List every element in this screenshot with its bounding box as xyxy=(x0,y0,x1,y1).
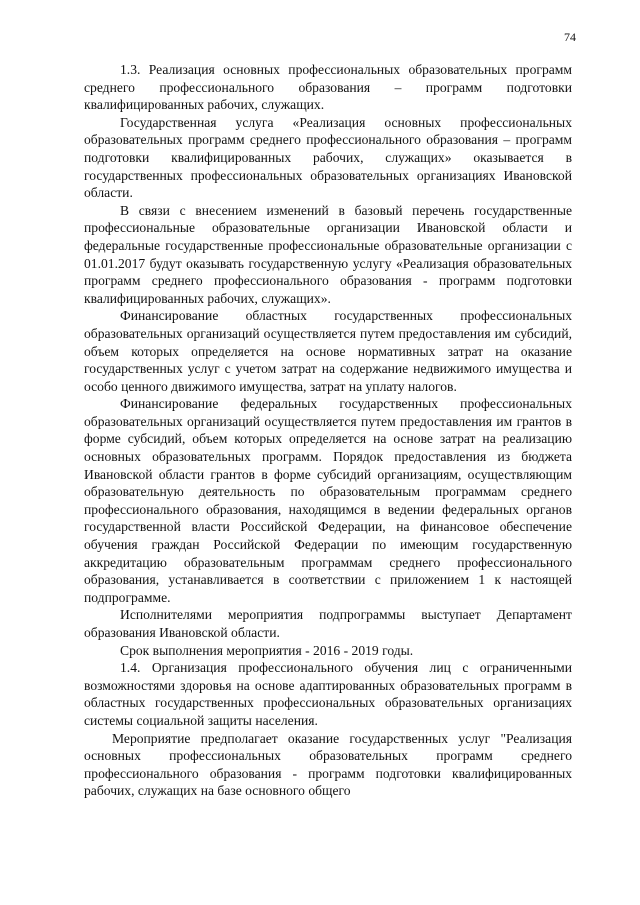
paragraph: В связи с внесением изменений в базовый перечень государственные профессиональные образовательные организации Ивановской области и федеральные государственные профессиональные образовательные организации с 01.01.2017 будут оказывать государственную услугу «Реализация образовательных программ среднего профессионального образования - программ подготовки квалифицированных рабочих, служащих». xyxy=(84,202,572,306)
paragraph: Исполнителями мероприятия подпрограммы выступает Департамент образования Ивановской области. xyxy=(84,607,572,640)
section-heading-1-3: 1.3. Реализация основных профессиональных образовательных программ среднего профессионального образования – программ подготовки квалифицированных рабочих, служащих. xyxy=(84,62,572,113)
paragraph: Срок выполнения мероприятия - 2016 - 2019 годы. xyxy=(120,642,414,658)
paragraph: Финансирование федеральных государственных профессиональных образовательных организаций осуществляется путем предоставления им грантов в форме субсидий, объем которых определяется на основе затрат на реализацию основных образовательных программ. Порядок предоставления из бюджета Ивановской области грантов в форме субсидий организациям, осуществляющим образовательную деятельность по образовательным программам среднего профессионального образования, находящимся в ведении федеральных органов государственной власти Российской Федерации, на финансовое обеспечение обучения граждан Российской Федерации по имеющим государственную аккредитацию образовательным программам среднего профессионального образования, устанавливается в соответствии с приложением 1 к настоящей подпрограмме. xyxy=(84,396,572,605)
paragraph: Финансирование областных государственных профессиональных образовательных организаций осуществляется путем предоставления им субсидий, объем которых определяется на основе нормативных затрат на оказание государственных услуг с учетом затрат на содержание недвижимого имущества и особо ценного движимого имущества, затрат на уплату налогов. xyxy=(84,308,572,394)
paragraph: Государственная услуга «Реализация основных профессиональных образовательных программ среднего профессионального образования – программ подготовки квалифицированных рабочих, служащих» оказывается в государственных профессиональных образовательных организациях Ивановской области. xyxy=(84,114,572,201)
section-heading-1-4: 1.4. Организация профессионального обучения лиц с ограниченными возможностями здоровья на основе адаптированных образовательных программ в областных государственных профессиональных образовательных организациях системы социальной защиты населения. xyxy=(84,660,572,728)
paragraph: Мероприятие предполагает оказание государственных услуг "Реализация основных профессиональных образовательных программ среднего профессионального образования - программ подготовки квалифицированных рабочих, служащих на базе основного общего xyxy=(84,730,572,799)
page-number: 74 xyxy=(564,30,576,44)
document-body xyxy=(84,61,572,800)
